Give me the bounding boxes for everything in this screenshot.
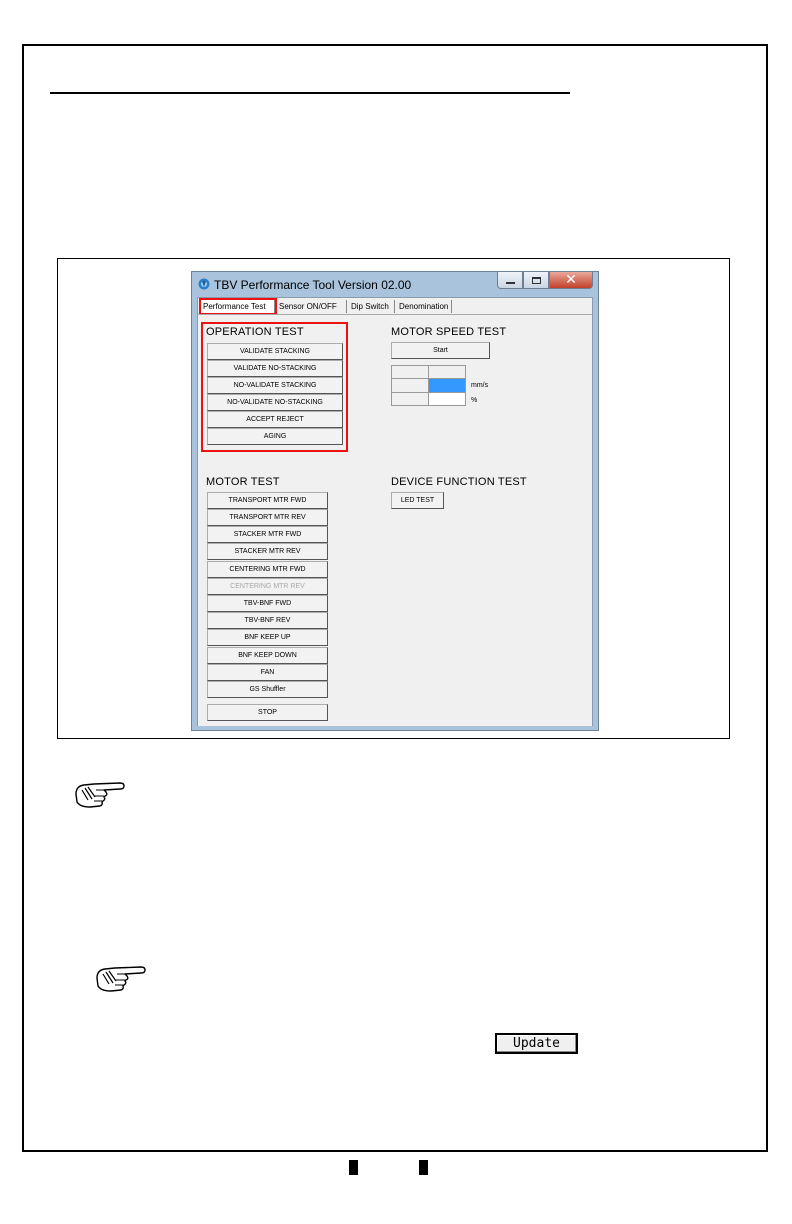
bnf-keep-down-button[interactable]: BNF KEEP DOWN (207, 647, 328, 664)
percent-value-cell[interactable] (428, 392, 466, 406)
tab-sensor-on-off[interactable] (276, 300, 347, 313)
pointing-hand-icon (95, 964, 147, 994)
tab-label: Performance Test (203, 302, 266, 311)
operation-test-title: OPERATION TEST (206, 326, 304, 338)
motor-test-title: MOTOR TEST (206, 476, 280, 488)
tab-label: Denomination (399, 302, 449, 311)
speed-unit-label: mm/s (471, 382, 489, 389)
page-marker-left (349, 1160, 358, 1175)
tab-performance-test[interactable] (199, 298, 275, 314)
app-icon (198, 278, 210, 290)
aging-button[interactable]: AGING (207, 428, 343, 445)
minimize-button[interactable] (497, 272, 523, 289)
title-bar[interactable] (192, 272, 598, 296)
performance-test-page (198, 314, 592, 726)
speed-grid-cell (428, 365, 466, 379)
page-marker-right (419, 1160, 428, 1175)
tab-dip-switch[interactable] (348, 300, 395, 313)
tab-strip (198, 298, 592, 314)
window-controls (497, 272, 593, 290)
centering-mtr-fwd-button[interactable]: CENTERING MTR FWD (207, 561, 328, 578)
centering-mtr-rev-button: CENTERING MTR REV (207, 578, 328, 595)
close-icon: ✕ (565, 272, 577, 288)
tbv-bnf-rev-button[interactable]: TBV-BNF REV (207, 612, 328, 629)
maximize-button[interactable] (523, 272, 549, 289)
window-client (197, 297, 593, 726)
gs-shuffler-button[interactable]: GS Shuffler (207, 681, 328, 698)
speed-grid-cell (391, 392, 429, 406)
bnf-keep-up-button[interactable]: BNF KEEP UP (207, 629, 328, 646)
led-test-button[interactable]: LED TEST (391, 492, 444, 509)
speed-grid-cell (391, 365, 429, 379)
start-button[interactable]: Start (391, 342, 490, 359)
tbv-bnf-fwd-button[interactable]: TBV-BNF FWD (207, 595, 328, 612)
pointing-hand-icon (74, 780, 126, 810)
motor-speed-test-title: MOTOR SPEED TEST (391, 326, 507, 338)
transport-mtr-fwd-button[interactable]: TRANSPORT MTR FWD (207, 492, 328, 509)
no-validate-stacking-button[interactable]: NO-VALIDATE STACKING (207, 377, 343, 394)
transport-mtr-rev-button[interactable]: TRANSPORT MTR REV (207, 509, 328, 526)
fan-button[interactable]: FAN (207, 664, 328, 681)
close-button[interactable] (549, 272, 593, 289)
device-function-test-title: DEVICE FUNCTION TEST (391, 476, 527, 488)
tab-denomination[interactable] (396, 300, 452, 313)
minimize-icon (506, 282, 515, 284)
heading-rule (50, 92, 570, 94)
tab-label: Sensor ON/OFF (279, 302, 337, 311)
stacker-mtr-rev-button[interactable]: STACKER MTR REV (207, 543, 328, 560)
app-window (191, 271, 599, 731)
validate-stacking-button[interactable]: VALIDATE STACKING (207, 343, 343, 360)
stacker-mtr-fwd-button[interactable]: STACKER MTR FWD (207, 526, 328, 543)
no-validate-no-stacking-button[interactable]: NO-VALIDATE NO-STACKING (207, 394, 343, 411)
speed-value-cell[interactable] (428, 378, 466, 393)
speed-grid-cell (391, 378, 429, 393)
window-title: TBV Performance Tool Version 02.00 (214, 278, 412, 292)
accept-reject-button[interactable]: ACCEPT REJECT (207, 411, 343, 428)
stop-button[interactable]: STOP (207, 704, 328, 721)
percent-unit-label: % (471, 397, 478, 404)
tab-label: Dip Switch (351, 302, 389, 311)
validate-no-stacking-button[interactable]: VALIDATE NO-STACKING (207, 360, 343, 377)
update-button[interactable]: Update (495, 1033, 578, 1054)
maximize-icon (532, 277, 541, 284)
